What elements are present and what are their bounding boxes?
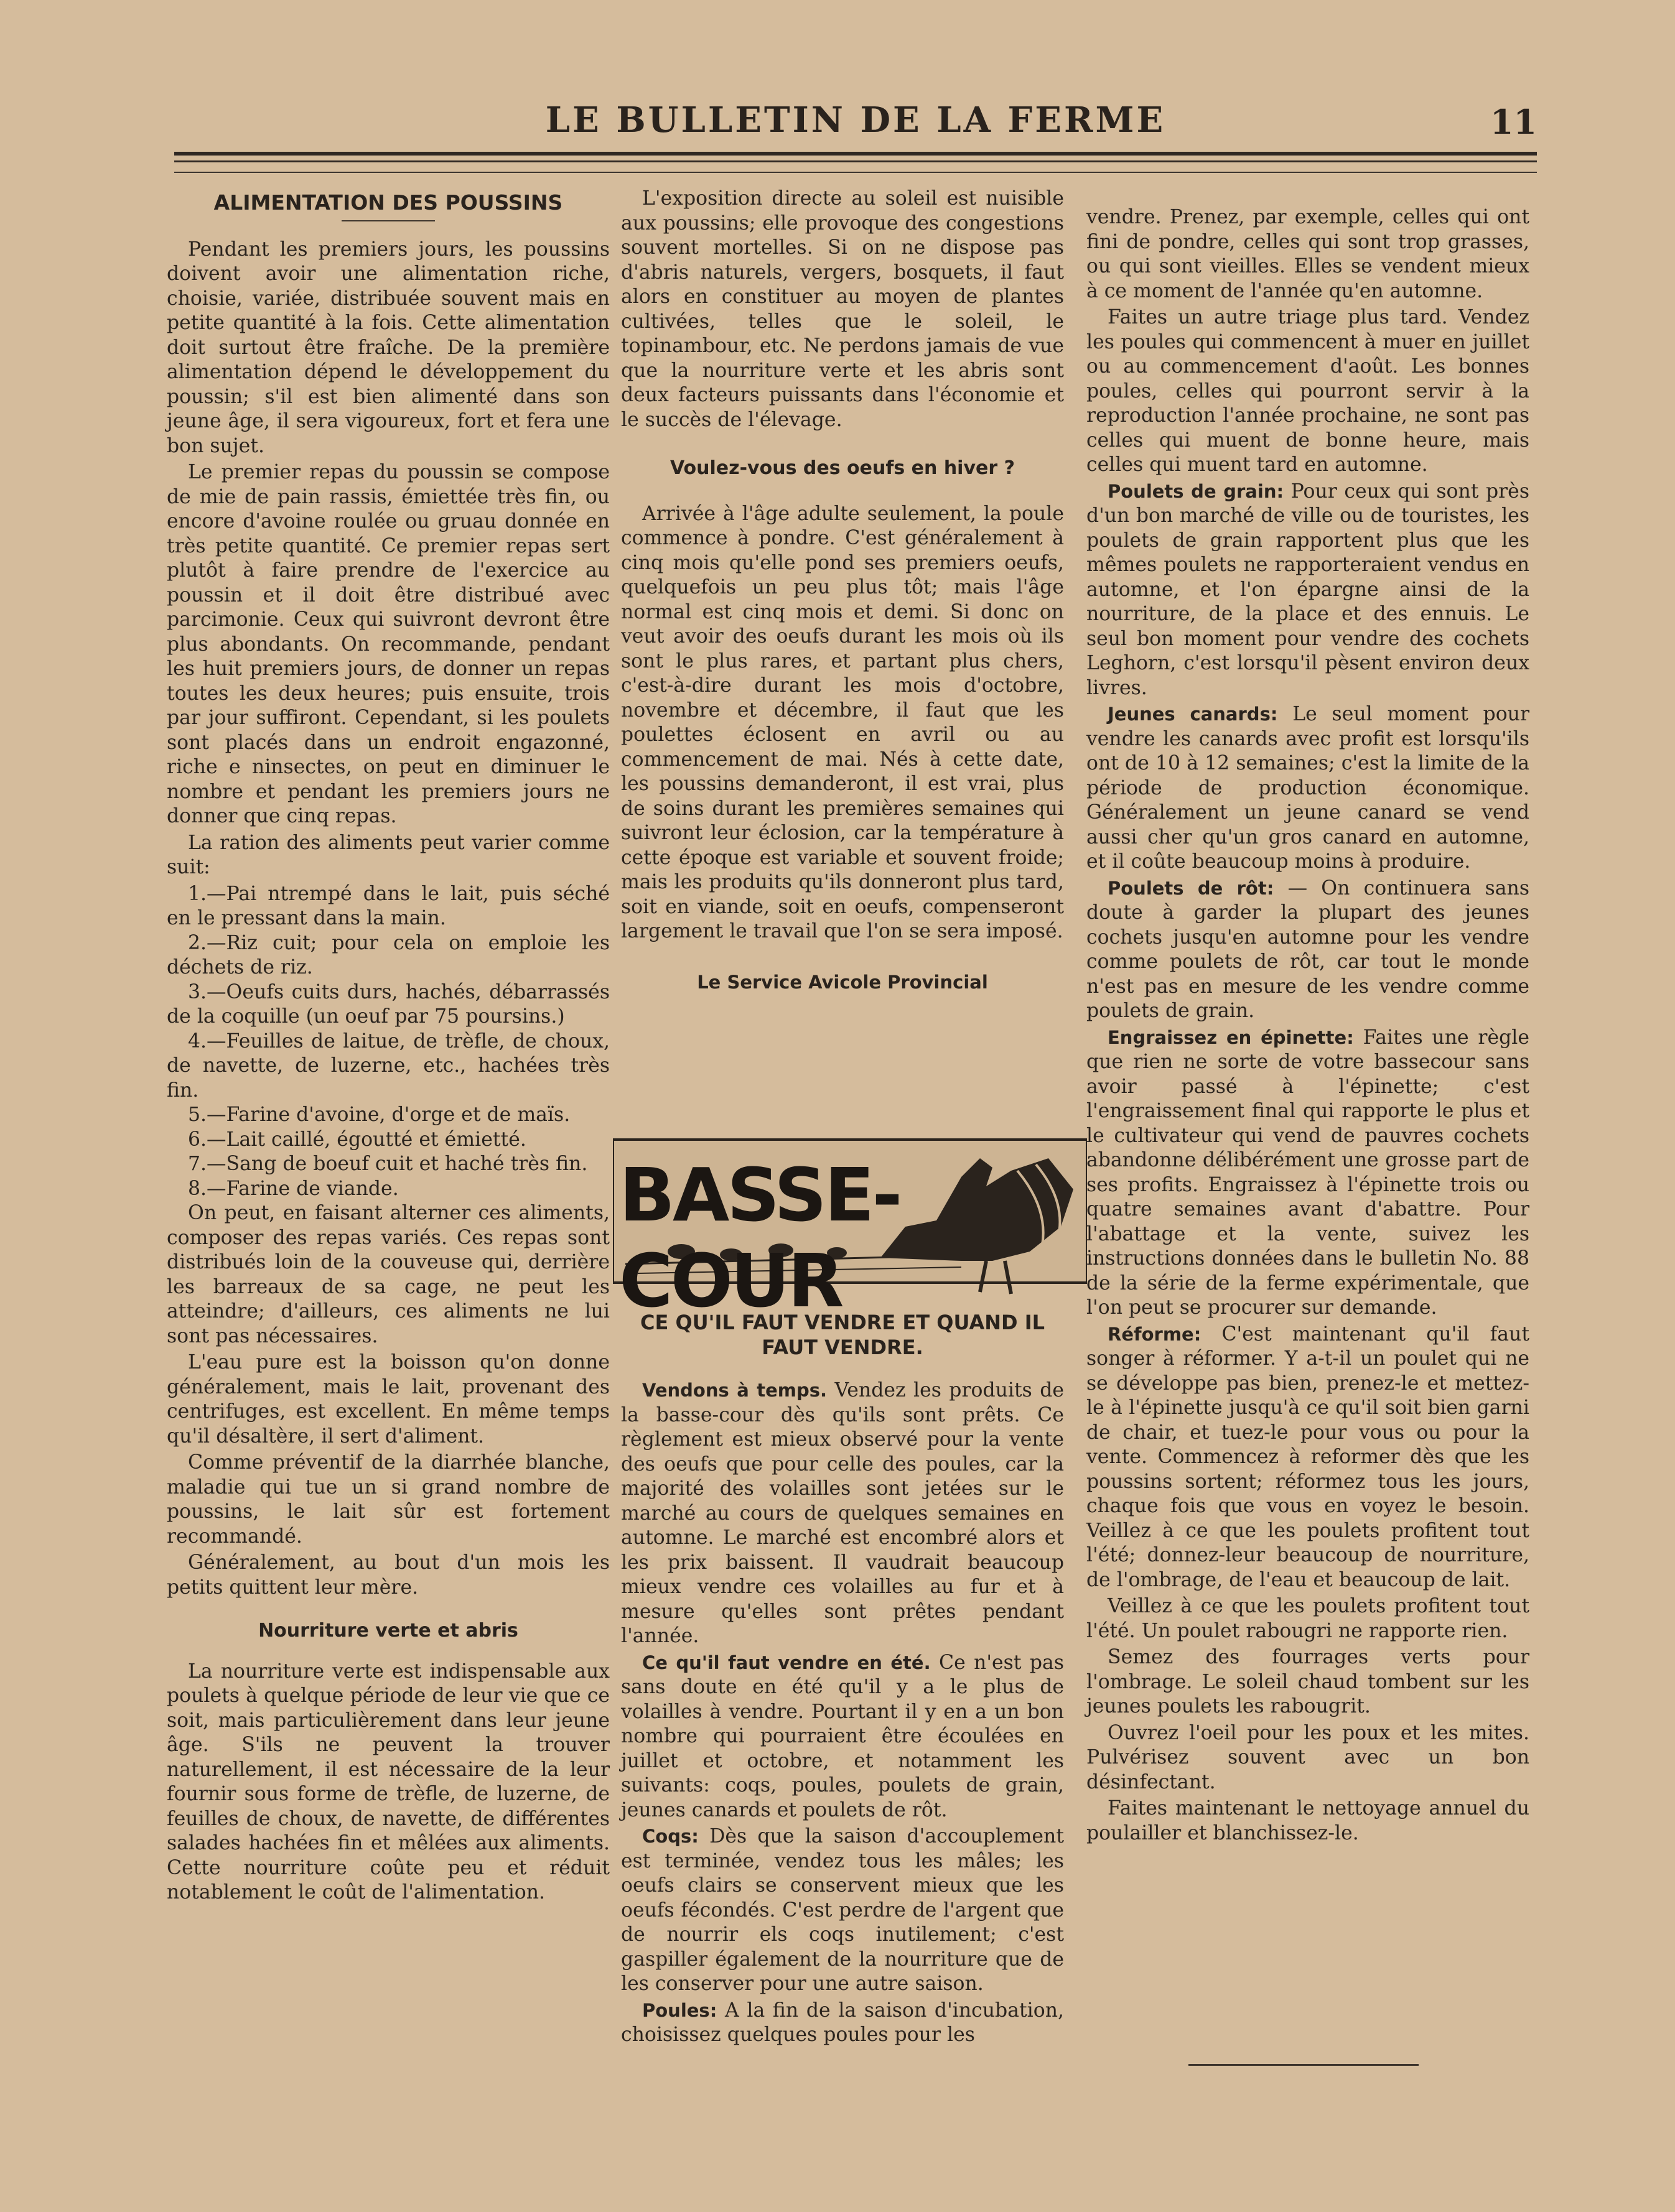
paragraph: On peut, en faisant alterner ces aliments, composer des repas variés. Ces repas sont distribués loin de la couveuse qui, derrière les barreaux de sa cage, ne peut les atteindre; d'ailleurs, ces aliments ne lui sont pas nécessaires.: [167, 1202, 610, 1347]
list-item: 1.—Pai ntrempé dans le lait, puis séché en le pressant dans la main.: [167, 882, 610, 929]
paragraph: [621, 1824, 1064, 1997]
paragraph-text: Vendez les produits de la basse-cour dès qu'ils sont prêts. Ce règlement est mieux observé pour la vente des oeufs que pour celle des poules, car la majorité des volailles sont jetées sur le marché au cours de quelques semaines en automne. Le marché est encombré alors et les prix baissent. Il vaudrait beaucoup mieux vendre ces volailles au fur et à mesure qu'elles sont prêtes pendant l'année.: [621, 1379, 1065, 1647]
article-title: ALIMENTATION DES POUSSINS: [213, 190, 563, 215]
paragraph: Pendant les premiers jours, les poussins doivent avoir une alimentation riche, choisie, variée, distribuée souvent mais en petite quantité à la fois. Cette alimentation doit surtout être fraîche. De la première alimentation dépend le développement du poussin; s'il est bien alimenté dans son jeune âge, il sera vigoureux, fort et fera une bon sujet.: [167, 238, 610, 457]
paragraph: vendre. Prenez, par exemple, celles qui ont fini de pondre, celles qui sont trop grasses, ou qui sont vieilles. Elles se vendent mieux à ce moment de l'année qu'en automne.: [1086, 206, 1529, 302]
paragraph: La ration des aliments peut varier comme suit:: [167, 831, 610, 878]
end-rule: [1188, 2064, 1419, 2066]
paragraph: La nourriture verte est indispensable aux poulets à quelque période de leur vie que ce soit, mais particulièrement dans leur jeune âge. S'ils ne peuvent la trouver naturellement, il est nécessaire de la leur fournir sous forme de trèfle, de luzerne, de feuilles de choux, de navette, de différentes salades hachées fin et mêlées aux aliments. Cette nourriture coûte peu et réduit notablement le coût de l'alimentation.: [167, 1660, 610, 1903]
paragraph-text: Dès que la saison d'accouplement est terminée, vendez tous les mâles; les oeufs clairs se conservent mieux que les oeufs fécondés. C'est perdre de l'argent que de nourrir els coqs inutilement; c'est gaspiller également de la nourriture que de les conserver pour une autre saison.: [621, 1825, 1064, 1995]
masthead-rule: [174, 160, 1537, 162]
list-item: 7.—Sang de boeuf cuit et haché très fin.: [188, 1153, 588, 1175]
masthead: [174, 100, 1537, 149]
masthead-rule: [174, 172, 1537, 173]
paragraph: Faites un autre triage plus tard. Vendez les poules qui commencent à muer en juillet ou au commencement d'août. Les bonnes poules, celles qui pourront servir à la reproduction l'année prochaine, ne sont pas celles qui muent de bonne heure, mais celles qui muent tard en automne.: [1086, 306, 1529, 476]
list-item: 3.—Oeufs cuits durs, hachés, débarrassés de la coquille (un oeuf par 75 poursins.): [167, 980, 610, 1028]
section-subtitle: Nourriture verte et abris: [258, 1620, 518, 1642]
list-item: 5.—Farine d'avoine, d'orge et de maïs.: [188, 1104, 571, 1126]
paragraph: [1086, 1322, 1529, 1593]
paragraph-text: Faites une règle que rien ne sorte de votre bassecour sans avoir passé à l'épinette; c'est l'engraissement final qui rapporte le plus et le cultivateur qui vend de pauvres cochets abandonne délibérément une grosse part de ses profits. Engraissez à l'épinette trois ou quatre semaines avant d'abattre. Pour l'abattage et la vente, suivez les instructions données dans le bulletin No. 88 de la série de la ferme expérimentale, que l'on peut se procurer sur demande.: [1086, 1026, 1529, 1319]
lead-in: Vendons à temps.: [642, 1380, 828, 1401]
lead-in: Réforme:: [1108, 1323, 1201, 1345]
lead-in: Poules:: [642, 1999, 717, 2021]
ration-list: [167, 882, 610, 1202]
list-item: 4.—Feuilles de laitue, de trèfle, de choux, de navette, de luzerne, etc., hachées très fin.: [167, 1029, 610, 1102]
lead-in: Coqs:: [642, 1826, 699, 1847]
signature: Le Service Avicole Provincial: [697, 971, 988, 993]
lead-in: Poulets de grain:: [1108, 480, 1284, 502]
article-title: CE QU'IL FAUT VENDRE ET QUAND IL FAUT VENDRE.: [640, 1311, 1045, 1359]
paragraph-text: — On continuera sans doute à garder la plupart des jeunes cochets jusqu'en automne pour les vendre comme poulets de rôt, car tout le monde n'est pas en mesure de les vendre comme poulets de grain.: [1086, 876, 1529, 1022]
divider: [342, 220, 435, 221]
page-number: 11: [1490, 102, 1537, 142]
lead-in: Jeunes canards:: [1108, 704, 1278, 725]
paragraph: [1086, 480, 1529, 701]
lead-in: Engraissez en épinette:: [1108, 1026, 1354, 1048]
paragraph-text: Le seul moment pour vendre les canards avec profit est lorsqu'ils ont de 10 à 12 semaines; c'est la limite de la période de production économique. Généralement un jeune canard se vend aussi cher qu'un gros canard en automne, et il coûte beaucoup moins à produire.: [1086, 703, 1530, 873]
column-left: [167, 187, 610, 1907]
list-item: 8.—Farine de viande.: [188, 1177, 399, 1200]
paragraph: Faites maintenant le nettoyage annuel du poulailler et blanchissez-le.: [1086, 1797, 1529, 1844]
basse-cour-banner: [613, 1133, 1087, 1324]
paragraph-text: Ce n'est pas sans doute en été qu'il y a le plus de volailles à vendre. Pourtant il y en a un bon nombre qui pourraient être écoulées en juillet et octobre, et notamment les suivants: coqs, poules, poulets de grain, jeunes canards et poulets de rôt.: [621, 1651, 1064, 1821]
publication-title: LE BULLETIN DE LA FERME: [545, 100, 1166, 141]
paragraph: Ouvrez l'oeil pour les poux et les mites. Pulvérisez souvent avec un bon désinfectant.: [1086, 1721, 1529, 1793]
paragraph: L'eau pure est la boisson qu'on donne généralement, mais le lait, provenant des centrifuges, est excellent. En même temps qu'il désaltère, il sert d'aliment.: [167, 1351, 610, 1448]
paragraph: [1086, 702, 1529, 875]
paragraph: Arrivée à l'âge adulte seulement, la poule commence à pondre. C'est généralement à cinq mois qu'elle pond ses premiers oeufs, quelquefois un peu plus tôt; mais l'âge normal est cinq mois et demi. Si donc on veut avoir des oeufs durant les mois où ils sont le plus rares, et partant plus chers, c'est-à-dire durant les mois d'octobre, novembre et décembre, il faut que les poulettes éclosent en avril ou au commencement de mai. Nés à cette date, les poussins demanderont, il est vrai, plus de soins durant les premières semaines qui suivront leur éclosion, car la température à cette époque est variable et souvent froide; mais les produits qu'ils donneront plus tard, soit en viande, soit en oeufs, compenseront largement le travail que l'on se sera imposé.: [621, 502, 1064, 942]
paragraph: [621, 1999, 1064, 2048]
banner-title: BASSE-COUR: [619, 1152, 900, 1324]
paragraph: Semez des fourrages verts pour l'ombrage. Le soleil chaud tombent sur les jeunes poulets les rabougrit.: [1086, 1646, 1529, 1717]
paragraph: Veillez à ce que les poulets profitent tout l'été. Un poulet rabougri ne rapporte rien.: [1086, 1595, 1529, 1642]
paragraph: Comme préventif de la diarrhée blanche, maladie qui tue un si grand nombre de poussins, le lait sûr est fortement recommandé.: [167, 1451, 610, 1548]
list-item: 2.—Riz cuit; pour cela on emploie les déchets de riz.: [167, 931, 610, 978]
column-right: [1086, 205, 1529, 1847]
paragraph-text: Pour ceux qui sont près d'un bon marché de ville ou de touristes, les poulets de grain rapportent plus que les mêmes poulets ne rapporteraient vendus en automne, et l'on épargne ainsi de la nourriture, de la place et des ennuis. Le seul bon moment pour vendre des cochets Leghorn, c'est lorsqu'il pèsent environ deux livres.: [1086, 480, 1529, 699]
lead-in: Poulets de rôt:: [1108, 877, 1274, 899]
paragraph: Le premier repas du poussin se compose de mie de pain rassis, émiettée très fin, ou encore d'avoine roulée ou gruau donnée en très petite quantité. Ce premier repas sert plutôt à faire prendre de l'exercice au poussin et il doit être distribué avec parcimonie. Ceux qui suivront devront être plus abondants. On recommande, pendant les huit premiers jours, de donner un repas toutes les deux heures; puis ensuite, trois par jour suffiront. Cependant, si les poulets sont placés dans un endroit engazonné, riche e ninsectes, on peut en diminuer le nombre et pendant les premiers jours ne donner que cinq repas.: [167, 461, 610, 827]
masthead-rule: [174, 152, 1537, 156]
lead-in: Ce qu'il faut vendre en été.: [642, 1652, 931, 1673]
paragraph: [621, 1378, 1064, 1649]
column-middle: [621, 187, 1064, 1012]
paragraph-text: A la fin de la saison d'incubation, choisissez quelques poules pour les: [621, 1999, 1064, 2046]
section-subtitle: Voulez-vous des oeufs en hiver ?: [670, 457, 1015, 479]
paragraph: [1086, 876, 1529, 1024]
paragraph-text: C'est maintenant qu'il faut songer à réformer. Y a-t-il un poulet qui ne se développe pas bien, prenez-le et mettez-le à l'épinette jusqu'à ce qu'il soit bien garni de chair, et tuez-le pour vous ou pour la vente. Commencez à reformer dès que les poussins sortent; réformez tous les jours, chaque fois que vous en voyez le besoin. Veillez à ce que les poulets profitent tout l'été; donnez-leur beaucoup de nourriture, de l'ombrage, de l'eau et beaucoup de lait.: [1086, 1322, 1529, 1591]
paragraph: Généralement, au bout d'un mois les petits quittent leur mère.: [167, 1551, 610, 1599]
column-middle-lower: [621, 1310, 1064, 2050]
list-item: 6.—Lait caillé, égoutté et émietté.: [188, 1128, 526, 1151]
paragraph: [621, 1651, 1064, 1823]
paragraph: L'exposition directe au soleil est nuisible aux poussins; elle provoque des congestions souvent mortelles. Si on ne dispose pas d'abris naturels, vergers, bosquets, il faut alors en constituer au moyen de plantes cultivées, telles que le soleil, le topinambour, etc. Ne perdons jamais de vue que la nourriture verte et les abris sont deux facteurs puissants dans l'économie et le succès de l'élevage.: [621, 187, 1064, 431]
paragraph: [1086, 1026, 1529, 1321]
